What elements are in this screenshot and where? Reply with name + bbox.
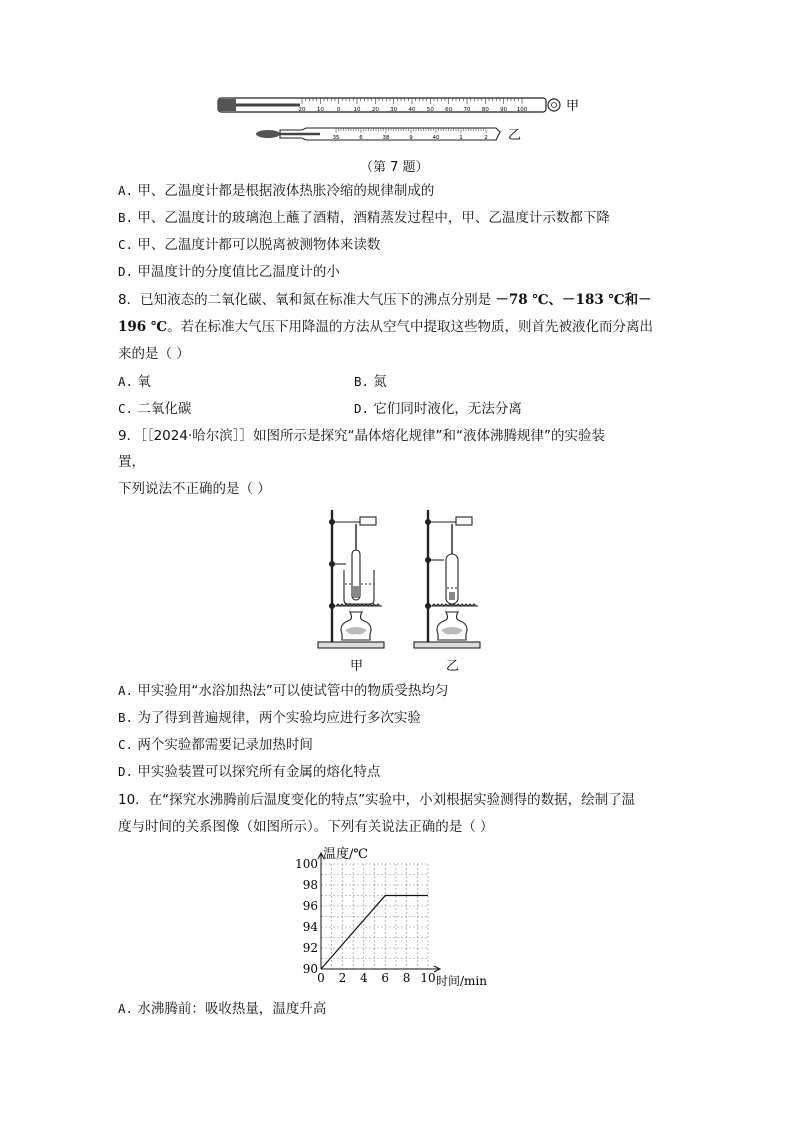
q8-stem-line2: 196 ℃。若在标准大气压下用降温的方法从空气中提取这些物质，则首先被液化而分离出 xyxy=(118,319,654,335)
chart-y-tick-label: 96 xyxy=(302,899,318,913)
chart-x-tick-label: 2 xyxy=(338,971,347,985)
thermometer-jia-tick-label: 70 xyxy=(463,107,471,113)
q9-option-b: B. 为了得到普遍规律，两个实验均应进行多次实验 xyxy=(118,710,421,726)
thermometer-jia-tick-label: 50 xyxy=(426,107,434,113)
temperature-time-chart xyxy=(290,842,510,992)
chart-x-tick-label: 6 xyxy=(381,971,390,985)
q10-stem-line1: 10．在“探究水沸腾前后温度变化的特点”实验中，小刘根据实验测得的数据，绘制了温 xyxy=(118,792,636,808)
q7-option-d: D. 甲温度计的分度值比乙温度计的小 xyxy=(118,264,340,280)
thermometer-yi-label: 乙 xyxy=(508,128,522,143)
thermometer-yi xyxy=(256,128,521,143)
chart-xlabel: 时间/min xyxy=(436,974,487,988)
thermometer-jia-tick-label: 20 xyxy=(298,107,306,113)
thermometer-yi-tick-label: 1 xyxy=(459,135,463,141)
chart-x-tick-label: 8 xyxy=(402,971,411,985)
q8-option-c: C. 二氧化碳 xyxy=(118,401,192,417)
q8-option-a: A. 氧 xyxy=(118,374,151,390)
thermometer-jia-tick-label: 80 xyxy=(481,107,489,113)
thermometer-jia-tick-label: 30 xyxy=(390,107,398,113)
chart-y-tick-label: 90 xyxy=(302,962,318,976)
chart-y-tick-label: 100 xyxy=(295,857,318,871)
apparatus-yi-label: 乙 xyxy=(446,659,460,674)
q7-option-b: B. 甲、乙温度计的玻璃泡上蘸了酒精，酒精蒸发过程中，甲、乙温度计示数都下降 xyxy=(118,210,610,226)
chart-ylabel: 温度/℃ xyxy=(323,847,368,862)
q10-option-a: A. 水沸腾前：吸收热量，温度升高 xyxy=(118,1001,327,1017)
thermometer-yi-tick-label: 6 xyxy=(359,135,363,141)
chart-y-tick-label: 92 xyxy=(302,941,318,955)
thermometers-figure xyxy=(210,92,590,150)
thermometer-jia-tick-label: 10 xyxy=(316,107,324,113)
q8-option-b: B. 氮 xyxy=(354,374,387,390)
thermometer-yi-tick-label: 9 xyxy=(409,135,413,141)
q8-stem-line3: 来的是（ ） xyxy=(118,346,190,362)
chart-x-tick-label: 0 xyxy=(317,971,325,985)
q9-stem-line3: 下列说法不正确的是（ ） xyxy=(118,481,271,497)
thermometer-jia-tick-label: 10 xyxy=(353,107,361,113)
q9-stem-line1: 9．［［2024·哈尔滨］］如图所示是探究“晶体熔化规律”和“液体沸腾规律”的实验装 xyxy=(118,428,605,444)
chart-y-tick-label: 94 xyxy=(302,920,318,934)
thermometer-jia xyxy=(218,98,579,114)
thermometer-jia-tick-label: 90 xyxy=(500,107,508,113)
q9-option-d: D. 甲实验装置可以探究所有金属的熔化特点 xyxy=(118,764,381,780)
thermometer-yi-tick-label: 38 xyxy=(382,135,390,141)
apparatus-yi xyxy=(414,510,480,648)
chart-y-tick-label: 98 xyxy=(302,878,318,892)
q9-option-a: A. 甲实验用“水浴加热法”可以使试管中的物质受热均匀 xyxy=(118,683,449,699)
thermometer-jia-tick-label: 60 xyxy=(445,107,453,113)
thermometer-yi-tick-label: 2 xyxy=(484,135,488,141)
thermometer-jia-tick-label: 20 xyxy=(371,107,379,113)
figure-caption-q7: （第 7 题） xyxy=(360,160,429,175)
thermometer-jia-tick-label: 0 xyxy=(336,107,341,113)
q7-option-a: A. 甲、乙温度计都是根据液体热胀冷缩的规律制成的 xyxy=(118,183,435,199)
thermometer-jia-tick-label: 100 xyxy=(516,107,528,113)
q7-option-c: C. 甲、乙温度计都可以脱离被测物体来读数 xyxy=(118,237,381,253)
q8-stem-line1: 8．已知液态的二氧化碳、氧和氮在标准大气压下的沸点分别是 －78 ℃、－183 ℃和－ xyxy=(118,292,652,308)
thermometer-jia-tick-label: 40 xyxy=(408,107,416,113)
q9-option-c: C. 两个实验都需要记录加热时间 xyxy=(118,737,313,753)
apparatus-jia xyxy=(318,510,384,648)
apparatus-figure xyxy=(312,506,492,676)
q8-option-d: D. 它们同时液化，无法分离 xyxy=(354,401,522,417)
chart-x-tick-label: 4 xyxy=(359,971,368,985)
chart-x-tick-label: 10 xyxy=(420,971,436,985)
apparatus-jia-label: 甲 xyxy=(350,659,364,674)
q10-stem-line2: 度与时间的关系图像（如图所示）。下列有关说法正确的是（ ） xyxy=(118,819,494,835)
thermometer-jia-label: 甲 xyxy=(566,99,580,114)
thermometer-yi-tick-label: 40 xyxy=(432,135,440,141)
thermometer-yi-tick-label: 35 xyxy=(332,135,340,141)
q9-stem-line2: 置， xyxy=(118,454,145,470)
